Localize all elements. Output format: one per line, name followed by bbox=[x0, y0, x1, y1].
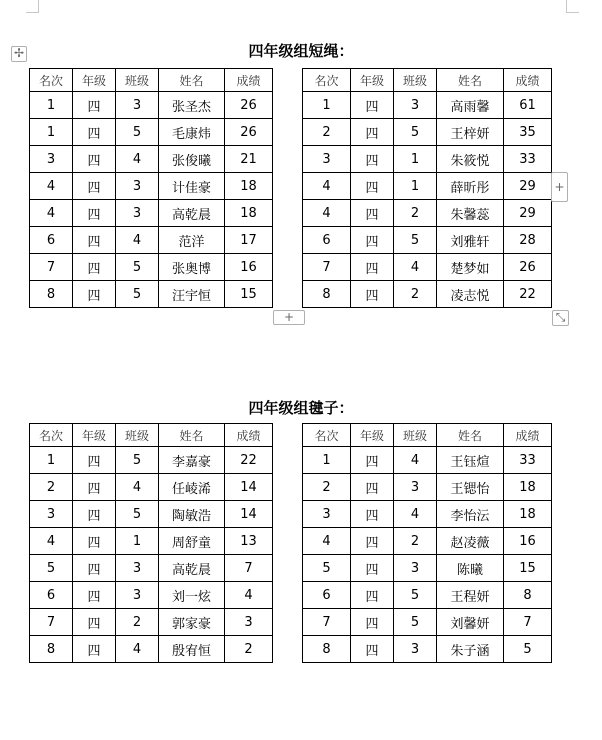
cell-grade: 四 bbox=[351, 474, 394, 501]
cell-score: 29 bbox=[504, 200, 552, 227]
cell-grade: 四 bbox=[73, 200, 116, 227]
cell-grade: 四 bbox=[73, 528, 116, 555]
cell-grade: 四 bbox=[351, 501, 394, 528]
column-gap bbox=[273, 555, 303, 582]
header-score: 成绩 bbox=[504, 69, 552, 92]
cell-score: 14 bbox=[225, 474, 273, 501]
cell-name: 王程妍 bbox=[437, 582, 504, 609]
header-row bbox=[30, 424, 552, 447]
table-row bbox=[30, 474, 552, 501]
page-corner-mark-right bbox=[566, 0, 579, 13]
cell-name: 刘雅轩 bbox=[437, 227, 504, 254]
cell-grade: 四 bbox=[351, 254, 394, 281]
cell-class: 4 bbox=[116, 146, 159, 173]
cell-grade: 四 bbox=[73, 92, 116, 119]
resize-table-icon[interactable]: ⤡ bbox=[552, 310, 569, 326]
cell-name: 汪宇恒 bbox=[159, 281, 225, 308]
cell-class: 2 bbox=[394, 200, 437, 227]
cell-grade: 四 bbox=[73, 636, 116, 663]
table-row bbox=[30, 501, 552, 528]
cell-name: 张圣杰 bbox=[159, 92, 225, 119]
cell-name: 陈曦 bbox=[437, 555, 504, 582]
cell-score: 26 bbox=[504, 254, 552, 281]
cell-rank: 8 bbox=[303, 281, 351, 308]
table-row bbox=[30, 119, 552, 146]
cell-name: 王钰煊 bbox=[437, 447, 504, 474]
table-row bbox=[30, 281, 552, 308]
cell-rank: 8 bbox=[30, 636, 73, 663]
header-grade: 年级 bbox=[351, 424, 394, 447]
cell-name: 郭家豪 bbox=[159, 609, 225, 636]
cell-grade: 四 bbox=[73, 582, 116, 609]
table-row bbox=[30, 254, 552, 281]
column-gap bbox=[273, 173, 303, 200]
column-gap bbox=[273, 69, 303, 92]
cell-rank: 3 bbox=[30, 501, 73, 528]
cell-rank: 3 bbox=[30, 146, 73, 173]
cell-score: 18 bbox=[504, 501, 552, 528]
column-gap bbox=[273, 501, 303, 528]
cell-score: 4 bbox=[225, 582, 273, 609]
table-row bbox=[30, 92, 552, 119]
cell-rank: 7 bbox=[30, 609, 73, 636]
header-name: 姓名 bbox=[437, 424, 504, 447]
cell-grade: 四 bbox=[351, 227, 394, 254]
column-gap bbox=[273, 528, 303, 555]
cell-name: 李怡沄 bbox=[437, 501, 504, 528]
cell-score: 7 bbox=[225, 555, 273, 582]
add-column-icon[interactable]: + bbox=[551, 172, 568, 202]
header-class: 班级 bbox=[116, 69, 159, 92]
cell-rank: 4 bbox=[30, 173, 73, 200]
header-row bbox=[30, 69, 552, 92]
table-row bbox=[30, 555, 552, 582]
cell-class: 4 bbox=[116, 474, 159, 501]
header-score: 成绩 bbox=[225, 69, 273, 92]
cell-rank: 3 bbox=[303, 146, 351, 173]
cell-grade: 四 bbox=[73, 501, 116, 528]
cell-score: 15 bbox=[225, 281, 273, 308]
cell-class: 4 bbox=[394, 447, 437, 474]
column-gap bbox=[273, 254, 303, 281]
cell-score: 18 bbox=[225, 173, 273, 200]
header-class: 班级 bbox=[394, 424, 437, 447]
cell-grade: 四 bbox=[73, 555, 116, 582]
cell-score: 14 bbox=[225, 501, 273, 528]
table-row bbox=[30, 146, 552, 173]
cell-name: 薛昕彤 bbox=[437, 173, 504, 200]
cell-grade: 四 bbox=[73, 119, 116, 146]
cell-class: 1 bbox=[394, 146, 437, 173]
cell-grade: 四 bbox=[351, 200, 394, 227]
cell-class: 5 bbox=[116, 447, 159, 474]
cell-rank: 4 bbox=[30, 200, 73, 227]
cell-name: 刘馨妍 bbox=[437, 609, 504, 636]
cell-score: 26 bbox=[225, 119, 273, 146]
cell-score: 3 bbox=[225, 609, 273, 636]
cell-grade: 四 bbox=[73, 173, 116, 200]
cell-name: 王锶怡 bbox=[437, 474, 504, 501]
cell-grade: 四 bbox=[351, 636, 394, 663]
cell-score: 2 bbox=[225, 636, 273, 663]
header-rank: 名次 bbox=[303, 424, 351, 447]
header-grade: 年级 bbox=[351, 69, 394, 92]
cell-class: 3 bbox=[116, 92, 159, 119]
cell-score: 13 bbox=[225, 528, 273, 555]
cell-score: 15 bbox=[504, 555, 552, 582]
table-row bbox=[30, 447, 552, 474]
cell-name: 高乾晨 bbox=[159, 555, 225, 582]
cell-name: 毛康炜 bbox=[159, 119, 225, 146]
cell-rank: 4 bbox=[303, 173, 351, 200]
cell-rank: 6 bbox=[303, 582, 351, 609]
cell-class: 5 bbox=[394, 119, 437, 146]
cell-name: 高乾晨 bbox=[159, 200, 225, 227]
cell-name: 张奥博 bbox=[159, 254, 225, 281]
cell-class: 5 bbox=[116, 501, 159, 528]
cell-rank: 6 bbox=[30, 227, 73, 254]
page-corner-mark-left bbox=[26, 0, 39, 13]
cell-rank: 1 bbox=[303, 92, 351, 119]
cell-rank: 2 bbox=[303, 474, 351, 501]
cell-rank: 2 bbox=[30, 474, 73, 501]
column-gap bbox=[273, 424, 303, 447]
cell-score: 17 bbox=[225, 227, 273, 254]
table-row bbox=[30, 636, 552, 663]
cell-name: 赵凌薇 bbox=[437, 528, 504, 555]
header-rank: 名次 bbox=[30, 424, 73, 447]
cell-class: 3 bbox=[394, 474, 437, 501]
cell-score: 16 bbox=[504, 528, 552, 555]
cell-rank: 1 bbox=[30, 119, 73, 146]
cell-name: 陶敏浩 bbox=[159, 501, 225, 528]
column-gap bbox=[273, 92, 303, 119]
cell-rank: 5 bbox=[30, 555, 73, 582]
short-rope-table bbox=[29, 68, 552, 308]
cell-grade: 四 bbox=[351, 146, 394, 173]
cell-name: 朱馨蕊 bbox=[437, 200, 504, 227]
table-move-icon[interactable]: ✢ bbox=[11, 46, 27, 62]
cell-score: 5 bbox=[504, 636, 552, 663]
column-gap bbox=[273, 447, 303, 474]
cell-name: 凌志悦 bbox=[437, 281, 504, 308]
header-class: 班级 bbox=[116, 424, 159, 447]
cell-class: 4 bbox=[116, 227, 159, 254]
cell-rank: 5 bbox=[303, 555, 351, 582]
cell-name: 高雨馨 bbox=[437, 92, 504, 119]
cell-grade: 四 bbox=[351, 119, 394, 146]
cell-name: 朱子涵 bbox=[437, 636, 504, 663]
cell-score: 33 bbox=[504, 146, 552, 173]
cell-class: 3 bbox=[394, 555, 437, 582]
cell-score: 22 bbox=[504, 281, 552, 308]
cell-score: 26 bbox=[225, 92, 273, 119]
cell-score: 16 bbox=[225, 254, 273, 281]
table-row bbox=[30, 200, 552, 227]
column-gap bbox=[273, 474, 303, 501]
cell-name: 李嘉豪 bbox=[159, 447, 225, 474]
table-row bbox=[30, 582, 552, 609]
cell-class: 3 bbox=[116, 555, 159, 582]
cell-grade: 四 bbox=[73, 227, 116, 254]
cell-class: 3 bbox=[116, 582, 159, 609]
cell-name: 王梓妍 bbox=[437, 119, 504, 146]
cell-class: 2 bbox=[394, 281, 437, 308]
cell-rank: 4 bbox=[30, 528, 73, 555]
cell-score: 21 bbox=[225, 146, 273, 173]
cell-name: 朱筱悦 bbox=[437, 146, 504, 173]
cell-rank: 4 bbox=[303, 528, 351, 555]
header-grade: 年级 bbox=[73, 69, 116, 92]
cell-score: 22 bbox=[225, 447, 273, 474]
cell-grade: 四 bbox=[351, 281, 394, 308]
header-name: 姓名 bbox=[437, 69, 504, 92]
cell-name: 范洋 bbox=[159, 227, 225, 254]
cell-score: 8 bbox=[504, 582, 552, 609]
cell-class: 3 bbox=[394, 92, 437, 119]
cell-score: 7 bbox=[504, 609, 552, 636]
cell-class: 4 bbox=[394, 254, 437, 281]
cell-name: 任崚浠 bbox=[159, 474, 225, 501]
cell-rank: 7 bbox=[303, 609, 351, 636]
header-rank: 名次 bbox=[303, 69, 351, 92]
cell-class: 2 bbox=[116, 609, 159, 636]
cell-score: 29 bbox=[504, 173, 552, 200]
cell-grade: 四 bbox=[351, 582, 394, 609]
cell-grade: 四 bbox=[73, 281, 116, 308]
cell-grade: 四 bbox=[73, 146, 116, 173]
cell-rank: 2 bbox=[303, 119, 351, 146]
cell-grade: 四 bbox=[73, 474, 116, 501]
header-class: 班级 bbox=[394, 69, 437, 92]
cell-score: 18 bbox=[504, 474, 552, 501]
cell-grade: 四 bbox=[351, 609, 394, 636]
cell-grade: 四 bbox=[73, 609, 116, 636]
cell-score: 18 bbox=[225, 200, 273, 227]
cell-class: 4 bbox=[394, 501, 437, 528]
cell-score: 28 bbox=[504, 227, 552, 254]
cell-grade: 四 bbox=[351, 173, 394, 200]
cell-rank: 8 bbox=[303, 636, 351, 663]
cell-name: 楚梦如 bbox=[437, 254, 504, 281]
cell-name: 刘一炫 bbox=[159, 582, 225, 609]
cell-rank: 6 bbox=[303, 227, 351, 254]
column-gap bbox=[273, 281, 303, 308]
cell-class: 5 bbox=[116, 254, 159, 281]
shuttlecock-table bbox=[29, 423, 552, 663]
column-gap bbox=[273, 227, 303, 254]
cell-rank: 7 bbox=[303, 254, 351, 281]
column-gap bbox=[273, 582, 303, 609]
header-name: 姓名 bbox=[159, 424, 225, 447]
cell-grade: 四 bbox=[351, 555, 394, 582]
column-gap bbox=[273, 200, 303, 227]
cell-rank: 7 bbox=[30, 254, 73, 281]
cell-name: 殷宥恒 bbox=[159, 636, 225, 663]
cell-score: 61 bbox=[504, 92, 552, 119]
cell-grade: 四 bbox=[351, 447, 394, 474]
header-name: 姓名 bbox=[159, 69, 225, 92]
header-score: 成绩 bbox=[504, 424, 552, 447]
cell-class: 5 bbox=[394, 227, 437, 254]
cell-grade: 四 bbox=[351, 528, 394, 555]
cell-name: 张俊曦 bbox=[159, 146, 225, 173]
table-row bbox=[30, 173, 552, 200]
cell-grade: 四 bbox=[351, 92, 394, 119]
cell-class: 5 bbox=[394, 582, 437, 609]
table-row bbox=[30, 227, 552, 254]
cell-class: 5 bbox=[394, 609, 437, 636]
cell-class: 3 bbox=[394, 636, 437, 663]
cell-class: 1 bbox=[394, 173, 437, 200]
table-row bbox=[30, 528, 552, 555]
cell-grade: 四 bbox=[73, 447, 116, 474]
cell-class: 1 bbox=[116, 528, 159, 555]
header-grade: 年级 bbox=[73, 424, 116, 447]
cell-score: 35 bbox=[504, 119, 552, 146]
table-row bbox=[30, 609, 552, 636]
column-gap bbox=[273, 146, 303, 173]
cell-rank: 1 bbox=[303, 447, 351, 474]
add-row-icon[interactable]: + bbox=[273, 310, 305, 325]
cell-score: 33 bbox=[504, 447, 552, 474]
header-score: 成绩 bbox=[225, 424, 273, 447]
table-title-shuttlecock: 四年级组毽子： bbox=[248, 399, 354, 417]
cell-class: 5 bbox=[116, 119, 159, 146]
cell-class: 3 bbox=[116, 200, 159, 227]
cell-rank: 4 bbox=[303, 200, 351, 227]
column-gap bbox=[273, 119, 303, 146]
cell-class: 4 bbox=[116, 636, 159, 663]
cell-rank: 1 bbox=[30, 447, 73, 474]
cell-class: 3 bbox=[116, 173, 159, 200]
cell-class: 5 bbox=[116, 281, 159, 308]
cell-class: 2 bbox=[394, 528, 437, 555]
table-title-short-rope: 四年级组短绳： bbox=[248, 42, 354, 60]
cell-rank: 3 bbox=[303, 501, 351, 528]
column-gap bbox=[273, 636, 303, 663]
cell-rank: 6 bbox=[30, 582, 73, 609]
cell-name: 计佳豪 bbox=[159, 173, 225, 200]
cell-grade: 四 bbox=[73, 254, 116, 281]
header-rank: 名次 bbox=[30, 69, 73, 92]
cell-rank: 8 bbox=[30, 281, 73, 308]
cell-rank: 1 bbox=[30, 92, 73, 119]
column-gap bbox=[273, 609, 303, 636]
cell-name: 周舒童 bbox=[159, 528, 225, 555]
